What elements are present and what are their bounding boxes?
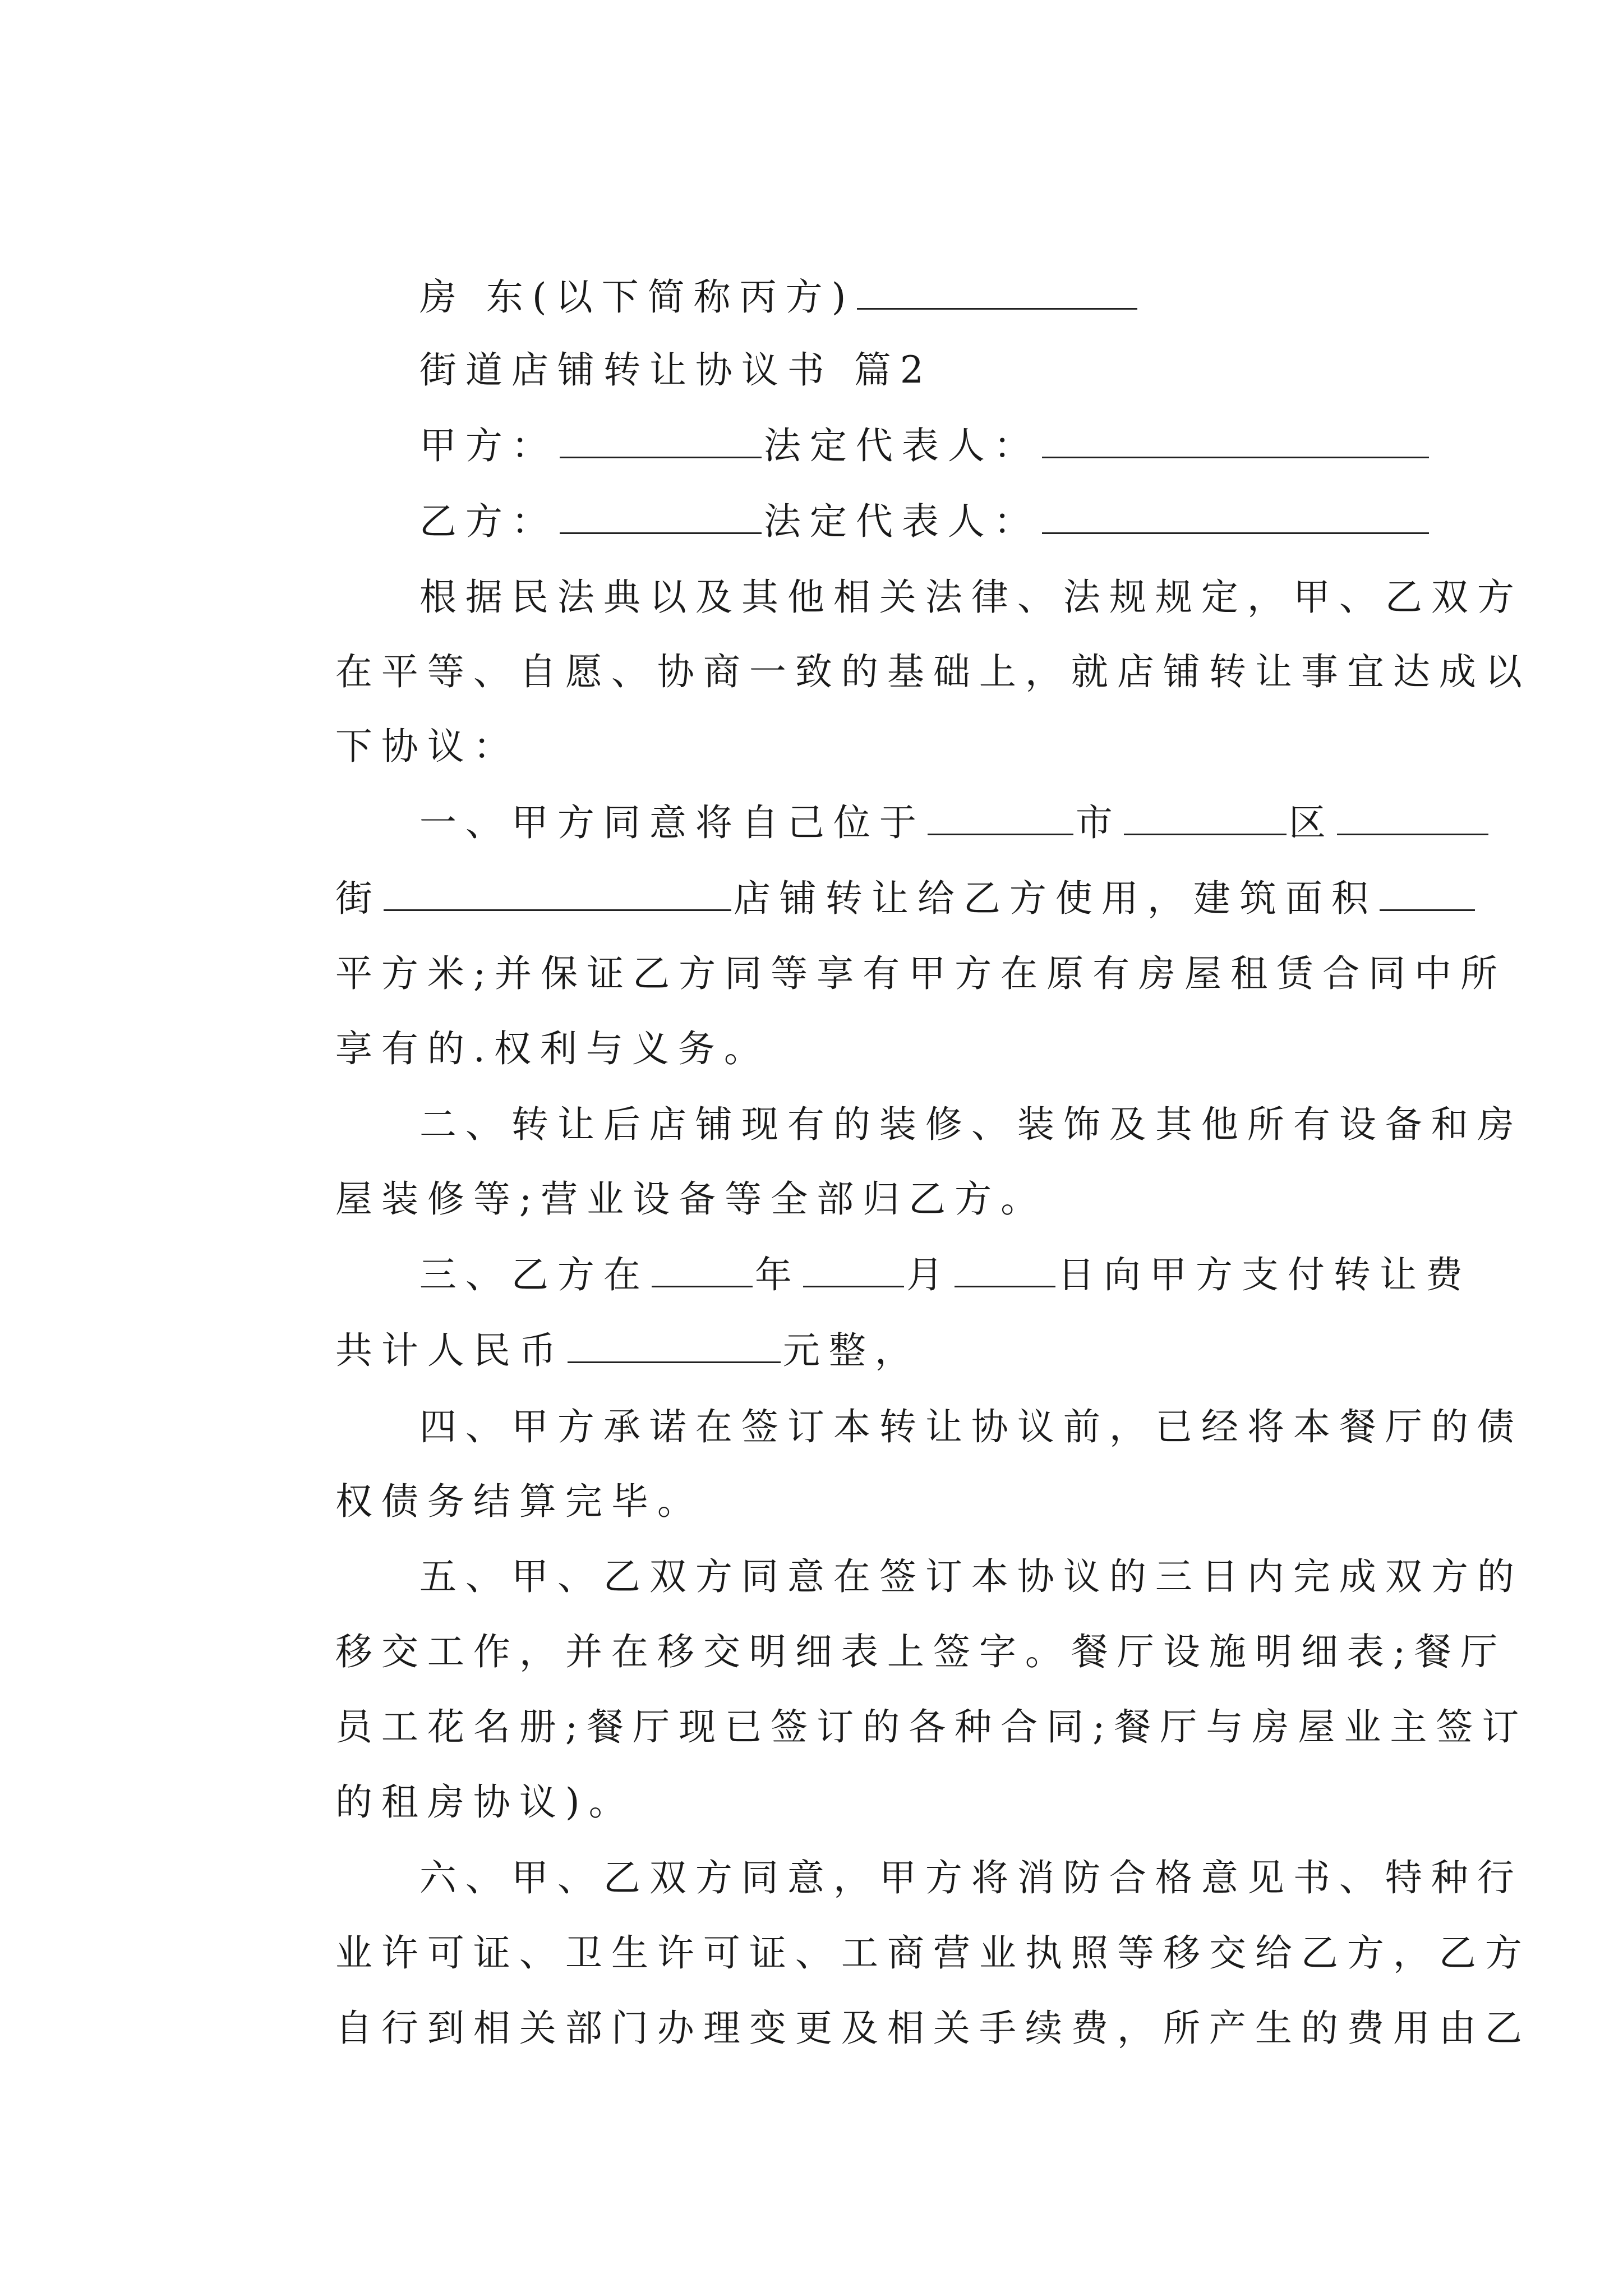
clause-1-text-b: 店铺转让给乙方使用，建筑面积 [733,877,1377,920]
year-label: 年 [754,1253,801,1296]
clause-5-text-c: 员工花名册;餐厅现已签订的各种合同;餐厅与房屋业主签订 [335,1705,1528,1749]
party-a-line [0,370,1623,467]
clause-4-line-2 [0,1426,1623,1523]
street-label: 街 [335,877,381,920]
clause-2-text-b: 屋装修等;营业设备等全部归乙方。 [335,1177,1047,1221]
city-label: 市 [1075,801,1122,844]
clause-1-text-c: 平方米;并保证乙方同等享有甲方在原有房屋租赁合同中所 [335,952,1507,995]
clause-1-line-2 [0,823,1623,920]
clause-6-text-a: 六、甲、乙双方同意，甲方将消防合格意见书、特种行 [419,1856,1523,1899]
intro-text-1: 根据民法典以及其他相关法律、法规规定，甲、乙双方 [419,576,1523,619]
clause-3-text-a: 三、乙方在 [419,1253,649,1296]
section-title-text: 街道店铺转让协议书 篇2 [419,348,933,392]
section-title [0,295,1623,392]
clause-1-line-4 [0,973,1623,1070]
clause-3-line-1 [0,1199,1623,1296]
clause-5-text-a: 五、甲、乙双方同意在签订本协议的三日内完成双方的 [419,1555,1523,1598]
party-b-line [0,446,1623,543]
clause-4-text-b: 权债务结算完毕。 [335,1480,703,1523]
clause-5-text-d: 的租房协议)。 [335,1780,635,1824]
clause-2-text-a: 二、转让后店铺现有的装修、装饰及其他所有设备和房 [419,1103,1523,1146]
clause-6-line-1 [0,1802,1623,1899]
intro-text-3: 下协议： [335,725,519,768]
clause-2-line-2 [0,1124,1623,1221]
clause-5-line-3 [0,1651,1623,1749]
clause-6-line-2 [0,1878,1623,1975]
clause-1-text-a: 一、甲方同意将自己位于 [419,801,925,844]
clause-1-line-3 [0,898,1623,995]
district-label: 区 [1288,801,1335,844]
clause-5-line-1 [0,1501,1623,1598]
clause-4-text-a: 四、甲方承诺在签订本转让协议前，已经将本餐厅的债 [419,1405,1523,1448]
intro-line-2 [0,596,1623,693]
clause-1-line-1 [0,747,1623,844]
landlord-line [0,222,1623,319]
clause-4-line-1 [0,1351,1623,1448]
clause-2-line-1 [0,1049,1623,1146]
party-b-rep-label: 法定代表人： [763,500,1040,543]
clause-6-line-3 [0,1953,1623,2050]
clause-3-text-b: 日向甲方支付转让费 [1057,1253,1472,1296]
clause-5-text-b: 移交工作，并在移交明细表上签字。餐厅设施明细表;餐厅 [335,1630,1507,1673]
clause-5-line-4 [0,1727,1623,1824]
intro-text-2: 在平等、自愿、协商一致的基础上，就店铺转让事宜达成以 [335,650,1531,693]
party-a-label: 甲方： [419,424,557,467]
clause-3-line-2 [0,1275,1623,1372]
party-a-rep-label: 法定代表人： [763,424,1040,467]
clause-6-text-c: 自行到相关部门办理变更及相关手续费，所产生的费用由乙 [335,2007,1531,2050]
month-label: 月 [906,1253,952,1296]
clause-5-line-2 [0,1576,1623,1673]
party-b-label: 乙方： [419,500,557,543]
clause-1-text-d: 享有的.权利与义务。 [335,1027,770,1070]
intro-line-3 [0,671,1623,768]
amount-suffix: 元整， [782,1329,921,1372]
intro-line-1 [0,522,1623,619]
amount-label: 共计人民币 [335,1329,565,1372]
clause-6-text-b: 业许可证、卫生许可证、工商营业执照等移交给乙方，乙方 [335,1931,1531,1975]
landlord-label: 房 东(以下简称丙方) [419,275,855,319]
